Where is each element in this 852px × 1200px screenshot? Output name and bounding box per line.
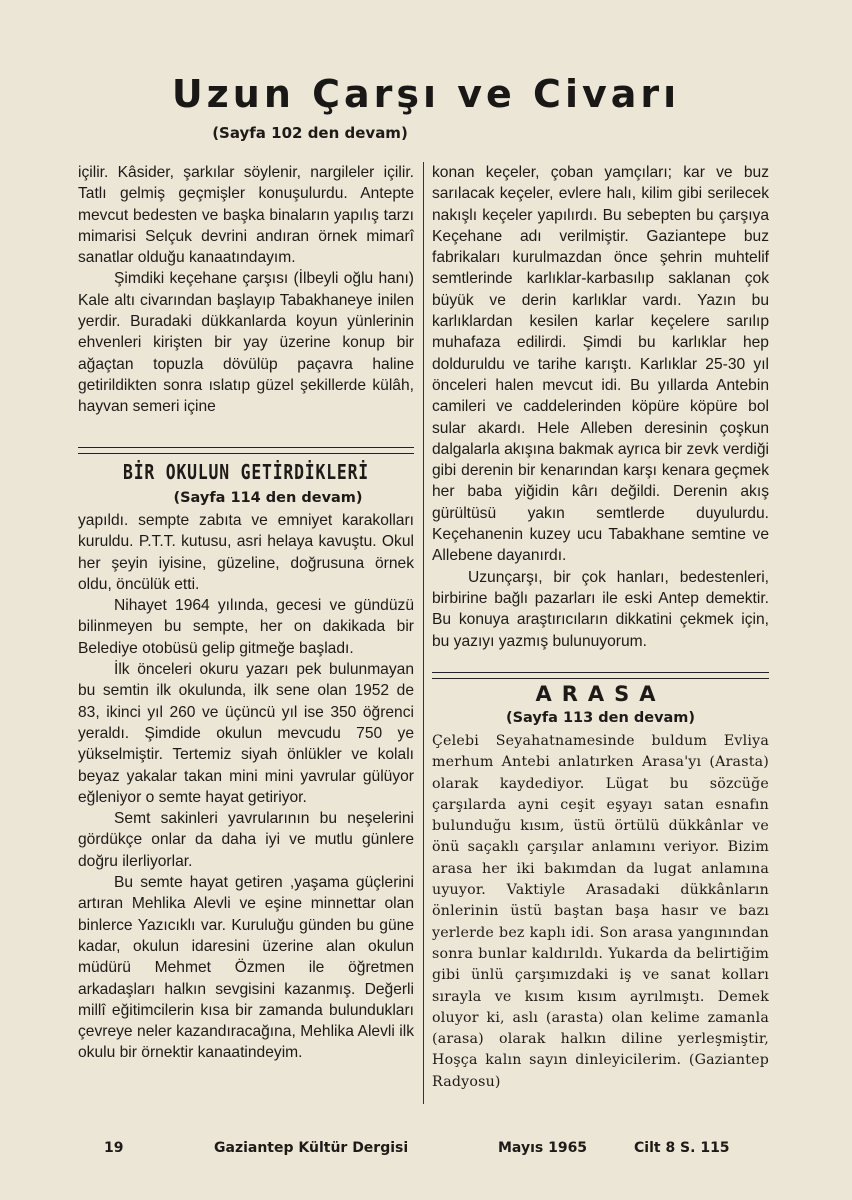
page-number: 19 <box>104 1140 124 1156</box>
volume-issue: Cilt 8 S. 115 <box>634 1140 730 1156</box>
column-divider <box>423 162 424 1104</box>
section-divider <box>432 672 769 679</box>
article-uzun-carsi-left <box>78 162 414 418</box>
paragraph: İlk önceleri okuru yazarı pek bulunmayan bu semtin ilk okulunda, ilk sene olan 1952 de 83, ikinci yıl 260 ve üçüncü yıl ise 350 öğrenci yeraldı. Şimdide okulun mevcudu 750 ye yükselmiştir. Tertemiz siyah önlükler ve kolalı beyaz yakalar takan mini mini yavrular gülüyor eğleniyor o semte hayat getiriyor. <box>78 661 414 806</box>
paragraph: yapıldı. sempte zabıta ve emniyet karakolları kuruldu. P.T.T. kutusu, asri helaya kavuştu. Okul her şeyin iyisine, güzeline, doğrusuna örnek oldu, öncülük etti. <box>78 512 414 593</box>
paragraph: Şimdiki keçehane çarşısı (İlbeyli oğlu hanı) Kale altı civarından başlayıp Tabakhaneye inilen yerdir. Buradaki dükkanlarda koyun yünlerinin ehvenleri kirişten bir yay üzerine konup bir ağaçtan topuzla dövülüp paçavra haline getirildikten sonra ıslatıp güzel şekillerde külâh, hayvan semeri içine <box>78 270 414 416</box>
paragraph: Uzunçarşı, bir çok hanları, bedestenleri, birbirine bağlı pazarları ile eski Antep demektir. Bu konuya araştırıcıların dikkatini çekmek için, bu yazıyı yazmış bulunuyorum. <box>432 568 769 650</box>
okul-section-title: BİR OKULUN GETİRDİKLERİ <box>123 460 369 484</box>
arasa-continued-note: (Sayfa 113 den devam) <box>505 710 696 726</box>
paragraph: Çelebi Seyahatnamesinde buldum Evliya merhum Antebi anlatırken Arasa'yı (Arasta) olarak kaydediyor. Lügat bu sözcüğe çarşılarda ayni ceşit eşyayı satan esnafın bulunduğu kısım, üstü örtülü dükkânlar ve önü saçaklı çarşılar anlamını veriyor. Bizim arasa her iki bakımdan da lugat anlamına uyuyor. Vaktiyle Arasadaki dükkânların önlerinin üstü baştan başa hasır ve bazı yerlerde bez kaplı idi. Son arasa yangınından sonra bunlar kaldırıldı. Yukarda da belirtiğim gibi ünlü çarşımızdaki iş ve sanat kolları sırayla ve kısım kısım ayrılmıştı. Demek oluyor ki, aslı (arasta) olan kelime zamanla (arasa) olarak halkın diline yerleşmiştir, Hoşça kalın sayın dinleyicilerim. (Gaziantep Radyosu) <box>432 733 769 1090</box>
section-divider <box>78 447 414 454</box>
page-footer <box>0 1140 852 1160</box>
article-uzun-carsi-right <box>432 162 769 652</box>
article-arasa <box>432 731 769 1093</box>
okul-continued-note: (Sayfa 114 den devam) <box>173 490 363 506</box>
paragraph: içilir. Kâsider, şarkılar söylenir, nargileler içilir. Tatlı gelmiş geçmişler konuşulurdu. Antepte mevcut bedesten ve başka binaların yapılış tarzı mimarisi Selçuk devrini andıran örnek mimarî sanatlar olduğu kanaatındayım. <box>78 164 414 267</box>
paragraph: Bu semte hayat getiren ,yaşama güçlerini artıran Mehlika Alevli ve eşine minnettar olan binlerce Yazıcıklı var. Kuruluğu günden bu güne kadar, okulun idaresini üzerine alan okulun müdürü Mehmet Özmen ile öğretmen arkadaşları halkın sevgisini kazanmış. Değerli millî eğitimcilerin kısa bir zamanda bulundukları çevreye neler kazandıracağına, Mehlika Alevli ilk okulu bir örnektir kanaatindeyim. <box>78 874 414 1062</box>
issue-date: Mayıs 1965 <box>498 1140 588 1156</box>
paragraph: konan keçeler, çoban yamçıları; kar ve buz sarılacak keçeler, evlere halı, kilim gibi serilecek nakışlı keçeler yapılırdı. Bu sebepten bu çarşıya Keçehane adı verilmiştir. Gaziantepe buz fabrikaları kurulmazdan önce şehrin muhtelif semtlerinde karlıklar-karbasılıp saklanan çok büyük ve derin karlıklar vardı. Yazın bu karlıklardan kesilen karlar keçelere sarılıp muhafaza edilirdi. Şimdi bu karlıklar hep dolduruldu ve tarihe karıştı. Karlıklar 25-30 yıl önceleri halen mevcut idi. Bu yıllarda Antebin camileri ve caddelerinden köpüre köpüre bol sular akardı. Hele Alleben deresinin çoşkun dalgalarla akışına bakmak ayrıca bir zevk verdiği gibi derenin bir kenarından karşı kenara geçmek her baba yiğidin kârı değildi. Derenin akış gürültüsü yakın semtlerde duyulurdu. Keçehanenin kuzey ucu Tabakhane semtine ve Allebene dayanırdı. <box>432 164 769 565</box>
paragraph: Nihayet 1964 yılında, gecesi ve gündüzü bilinmeyen bu sempte, her on dakikada bir Belediye otobüsü gelip gitmeğe başladı. <box>78 597 414 657</box>
article-okul <box>78 510 414 1064</box>
paragraph: Semt sakinleri yavrularının bu neşelerini gördükçe onlar da daha iyi ve mutlu günlere doğru ilerliyorlar. <box>78 810 414 870</box>
continued-note: (Sayfa 102 den devam) <box>212 124 408 142</box>
page-title: Uzun Çarşı ve Civarı <box>171 72 681 116</box>
arasa-section-title: ARASA <box>535 682 666 706</box>
journal-name: Gaziantep Kültür Dergisi <box>214 1140 409 1156</box>
